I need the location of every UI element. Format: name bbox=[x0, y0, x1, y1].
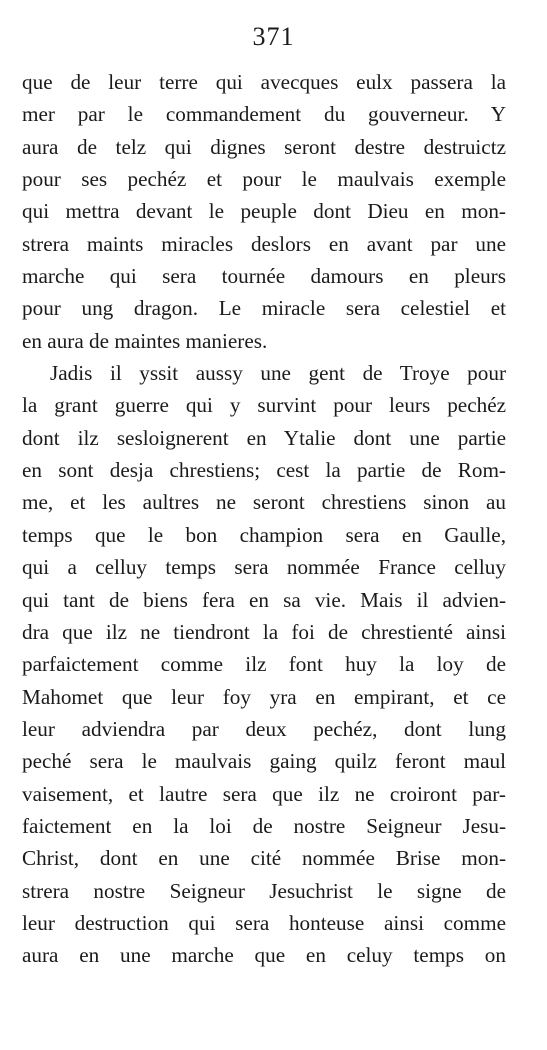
text-line: mer par le commandement du gouverneur. Y bbox=[22, 102, 506, 127]
text-line: strera nostre Seigneur Jesuchrist le signe de bbox=[22, 878, 506, 903]
text-line: Christ, dont en une cité nommée Brise mon- bbox=[22, 846, 506, 871]
text-line: peché sera le maulvais gaing quilz feront maul bbox=[22, 749, 506, 774]
text-line: Mahomet que leur foy yra en empirant, et ce bbox=[22, 684, 506, 709]
text-line: strera maints miracles deslors en avant par une bbox=[22, 231, 506, 256]
text-line: leur destruction qui sera honteuse ainsi comme bbox=[22, 910, 506, 935]
text-line: leur adviendra par deux pechéz, dont lung bbox=[22, 716, 506, 741]
text-line: marche qui sera tournée damours en pleurs bbox=[22, 264, 506, 289]
text-line: en sont desja chrestiens; cest la partie de Rom- bbox=[22, 458, 506, 483]
page-number: 371 bbox=[252, 22, 295, 51]
text-line: aura de telz qui dignes seront destre destruictz bbox=[22, 134, 506, 159]
text-line: vaisement, et lautre sera que ilz ne croiront par- bbox=[22, 781, 506, 806]
paragraph-1 bbox=[22, 66, 506, 357]
text-line: pour ung dragon. Le miracle sera celestiel et bbox=[22, 296, 506, 321]
text-line: temps que le bon champion sera en Gaulle, bbox=[22, 522, 506, 547]
text-line: aura en une marche que en celuy temps on bbox=[22, 943, 506, 968]
text-line: la grant guerre qui y survint pour leurs pechéz bbox=[22, 393, 506, 418]
text-line: qui mettra devant le peuple dont Dieu en mon- bbox=[22, 199, 506, 224]
text-line: dra que ilz ne tiendront la foi de chrestienté ainsi bbox=[22, 619, 506, 644]
text-line: en aura de maintes manieres. bbox=[22, 328, 268, 353]
text-line: parfaictement comme ilz font huy la loy de bbox=[22, 652, 506, 677]
text-line: que de leur terre qui avecques eulx passera la bbox=[22, 70, 506, 94]
text-line: dont ilz sesloignerent en Ytalie dont une partie bbox=[22, 425, 506, 450]
body-text bbox=[22, 66, 506, 972]
text-line: Jadis il yssit aussy une gent de Troye pour bbox=[50, 361, 506, 386]
text-line: faictement en la loi de nostre Seigneur Jesu- bbox=[22, 813, 506, 838]
text-line: pour ses pechéz et pour le maulvais exemple bbox=[22, 167, 506, 192]
paragraph-2 bbox=[22, 357, 506, 972]
text-line: me, et les aultres ne seront chrestiens sinon au bbox=[22, 490, 506, 515]
text-line: qui tant de biens fera en sa vie. Mais il advien- bbox=[22, 587, 506, 612]
text-line: qui a celluy temps sera nommée France celluy bbox=[22, 555, 506, 580]
